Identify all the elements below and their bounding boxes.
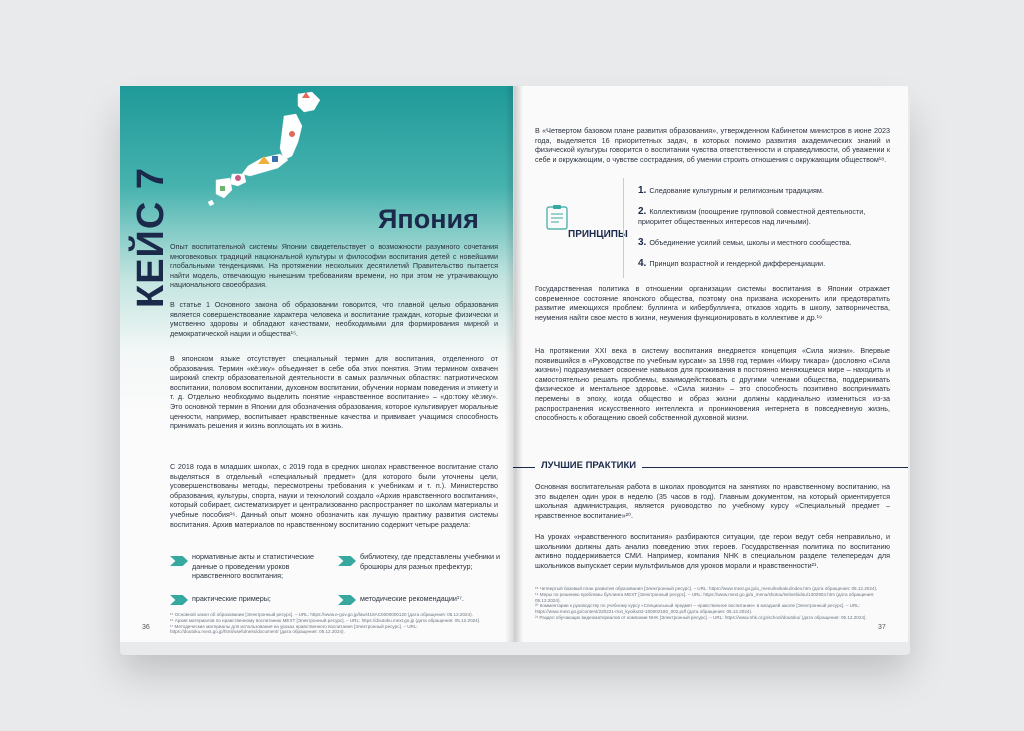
principle-text: Коллективизм (поощрение групповой совместной деятельности, приоритет общественных интересов над личными). [638, 207, 866, 226]
case-title-vertical: КЕЙС 7 [130, 167, 172, 308]
chevron-arrow-icon [338, 556, 356, 566]
page-title: Япония [378, 204, 479, 234]
paragraph: На уроках «нравственного воспитания» разбираются ситуации, где герои ведут себя неправильно, и школьники должны дать анализ поведению этих героев. Государственная политика по воспитанию активно поддерживается СМИ. Например, компания NHK в специальном разделе телепередач для школьников выпускает серии мультфильмов для уроков морали и нравственности²¹. [535, 532, 890, 570]
principle-item [638, 259, 873, 269]
paragraph: На протяжении XXI века в систему воспитания внедряется концепция «Сила жизни». Впервые появившийся в «Руководстве по учебным курсам» за 1998 год термин «Икиру тикара» (дословно «Сила жизни») подразумевает освоение навыков для проживания в постоянно меняющемся мире – находить и самостоятельно решать проблемы, взаимодействовать с другими членами общества, поддерживать физическое и ментальное здоровье. «Сила жизни» – это способность позитивно воспринимать перемены в эпоху, когда общество и образ жизни должны кардинально измениться из-за распространения искусственного интеллекта и проникновения интернета в повседневную жизнь, способность к обогащению своей собственной духовной жизни. [535, 346, 890, 423]
paragraph: Основная воспитательная работа в школах проводится на занятиях по нравственному воспитанию, на это выделен один урок в неделю (35 часов в год). Главным документом, на который ориентируется школьная администрация, является руководство по учебному курсу «Специальный предмет – нравственное воспитание»²⁰. [535, 482, 890, 520]
paragraph: В японском языке отсутствует специальный термин для воспитания, отделенного от образования. Термин «кё:ику» объединяет в себе оба этих понятия. Этим термином охвачен широкий спектр образовательной деятельности в самых различных областях: патриотическом воспитании, половом воспитании, духовном воспитании, обучении нормам поведения и этикету и т. д. Отдельно необходимо выделить понятие «нравственное воспитание» – «до:току кё:ику». Это основной термин в Японии для обозначения образования, которое культивирует моральные ценности, например, воспитывает нравственные качества и прививает учащимся способность принимать решения и жизнь воплощать их в жизнь. [170, 354, 498, 431]
japan-map-illustration [180, 90, 340, 210]
page-number: 37 [878, 624, 886, 631]
chevron-arrow-icon [170, 556, 188, 566]
principles-heading: ПРИНЦИПЫ [568, 229, 628, 240]
principle-number: 1. [638, 185, 647, 196]
principle-text: Объединение усилий семьи, школы и местного сообщества. [649, 238, 852, 247]
principle-number: 3. [638, 237, 647, 248]
paragraph: С 2018 года в младших школах, с 2019 года в средних школах нравственное воспитание стало выделяться в отдельный «специальный предмет» (для которого были уточнены цели, усовершенствованы методы, пересмотрены требования к учебникам и т. п.). Министерство образования, культуры, спорта, науки и технологий создало «Архив нравственного воспитания», который собирает, систематизирует и централизованно распространяет по школам материалы и учебные пособия¹⁶. Данный опыт можно обозначить как лучшую практику развития системы воспитания. Архив материалов по нравственному воспитанию содержит четыре раздела: [170, 462, 498, 529]
chevron-arrow-icon [170, 595, 188, 605]
principle-number: 2. [638, 206, 647, 217]
footnote: ¹⁵ Основной закон об образовании [Электронный ресурс]. – URL: https://www.e-gov.go.jp/law/418AC0000000120 (дата обращения: 05.12.2024). [170, 612, 473, 617]
footnote: ²¹ Раздел обучающих видеоматериалов от компании NHK [Электронный ресурс]. – URL: https://www.nhk.or.jp/school/doutoku/ (дата обращения: 05.12.2024). [535, 614, 867, 620]
footnote: ²⁰ Комментарии к руководству по учебному курсу «Специальный предмет – нравственное воспитание» в младшей школе [Электронный ресурс]. – URL: https://www.mext.go.jp/content/220221-mxt_kyoiku02-100002180_002.pdf (дата обращения: 05.12.2024). [535, 603, 861, 615]
principle-text: Следование культурным и религиозным традициям. [649, 186, 824, 195]
archive-sections-list [170, 552, 500, 612]
principle-item [638, 207, 873, 226]
footnote: ¹⁹ Меры по решению проблемы буллинга MEXT [Электронный ресурс]. – URL: https://www.mext.go.jp/a_menu/shotou/seitoshidou/1302904.htm (дата обращения: 05.12.2024). [535, 591, 875, 603]
footnotes [535, 586, 890, 621]
paragraph: Опыт воспитательной системы Японии свидетельствует о возможности разумного сочетания многовековых традиций национальной культуры и философии воспитания детей с новейшими глобальными тенденциями. На протяжении нескольких десятилетий Правительство пытается найти модель, отвечающую нынешним требованиям времени, но при этом не утрачивающую национального своеобразия. [170, 242, 498, 290]
principle-item [638, 238, 873, 248]
footnote: ¹⁷ Методические материалы для использования на уроках нравственного воспитания [Электронный ресурс]. – URL: https://doutoku.mext.go.jp/html/usefulness/document/ (дата обращения: 05.12.2024). [170, 623, 418, 635]
list-item: практические примеры; [192, 594, 271, 603]
footnote: ¹⁸ Четвертый базовый план развития образования [Электронный ресурс]. – URL: https://www.mext.go.jp/a_menu/keikaku/index.htm (дата обращения: 05.12.2024). [535, 586, 878, 591]
chevron-arrow-icon [338, 595, 356, 605]
principle-number: 4. [638, 258, 647, 269]
practices-section-header [513, 460, 908, 474]
footnote: ¹⁶ Архив материалов по нравственному воспитанию MEXT [Электронный ресурс]. – URL: https://doutoku.mext.go.jp (дата обращения: 05.12.2024). [170, 617, 481, 623]
right-page [513, 86, 908, 642]
section-title: ЛУЧШИЕ ПРАКТИКИ [535, 460, 642, 471]
page-number: 36 [142, 624, 150, 631]
paragraph: В статье 1 Основного закона об образовании говорится, что главной целью образования является совершенствование характера человека и воспитание граждан, которые физически и умственно здоровы и обладают качествами, необходимыми для формирования мирной и демократической нации и общества¹⁵. [170, 300, 498, 338]
principles-divider [623, 178, 628, 278]
list-item: библиотеку, где представлены учебники и брошюры для разных префектур; [360, 552, 500, 571]
principle-text: Принцип возрастной и гендерной дифференциации. [649, 259, 826, 268]
paragraph: В «Четвертом базовом плане развития образования», утвержденном Кабинетом министров в июне 2023 года, выделяется 16 приоритетных задач, в которых помимо развития академических знаний и физической культуры говорится о воспитании чувства ответственности и справедливости, об уважении к себе и окружающим, о чувстве сострадания, об умении строить отношения с окружающим обществом¹⁸. [535, 126, 890, 164]
paragraph: Государственная политика в отношении организации системы воспитания в Японии отражает современное состояние японского общества, поэтому она призвана искоренить или предотвратить развитие имеющихся проблем: буллинга и кибербуллинга, отказов ходить в школу, затворничества, неумения найти свое место в жизни, неумения функционировать в коллективе и др.¹⁹ [535, 284, 890, 322]
list-item: методические рекомендации¹⁷. [360, 594, 464, 603]
list-item: нормативные акты и статистические данные о проведении уроков нравственного воспитания; [192, 552, 315, 581]
book-spine [505, 86, 523, 642]
clipboard-checklist-icon [543, 204, 573, 230]
principle-item [638, 186, 873, 196]
left-page [120, 86, 513, 642]
footnotes [170, 612, 500, 635]
